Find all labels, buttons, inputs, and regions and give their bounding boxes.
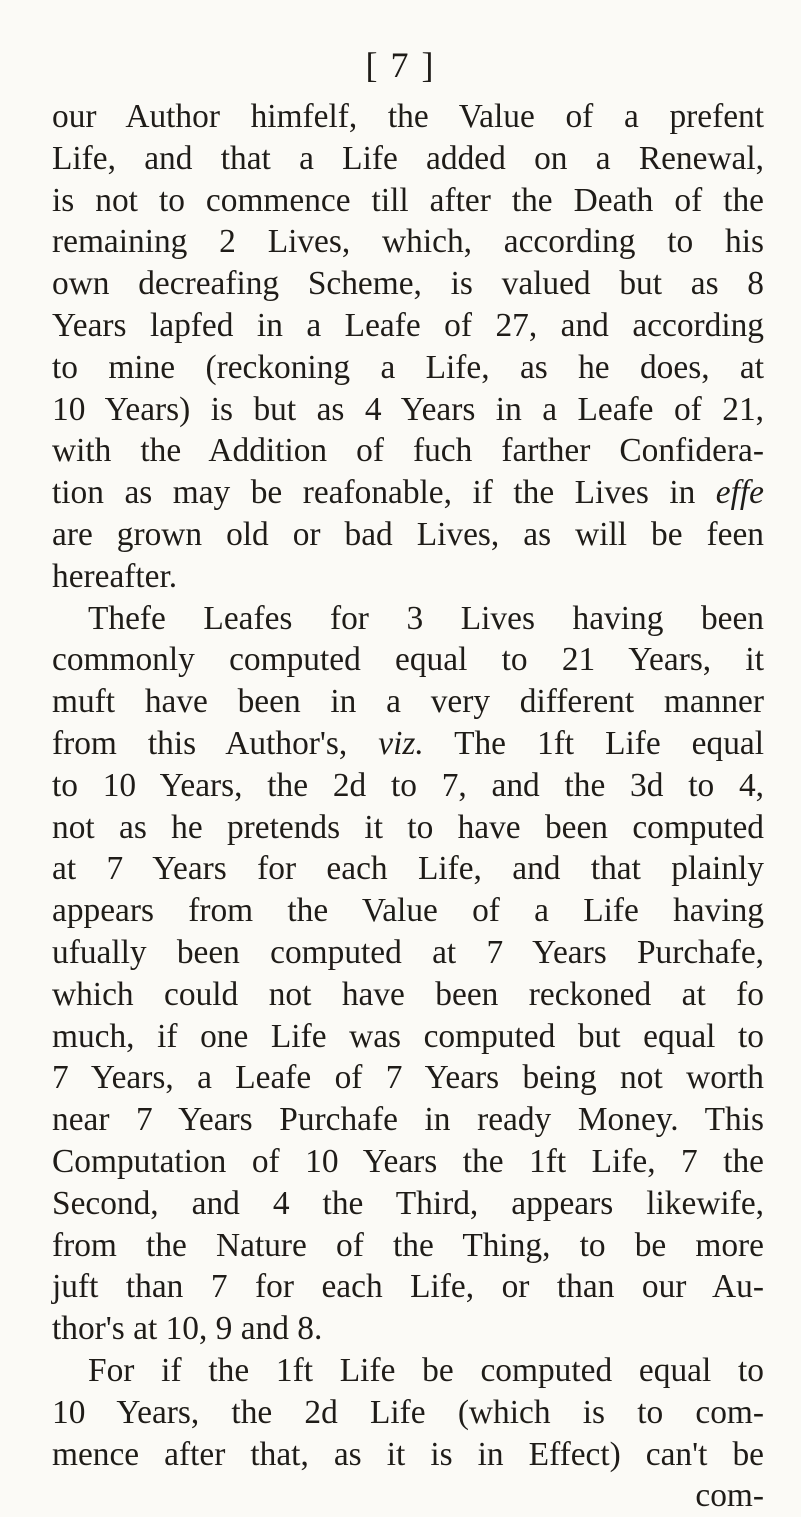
text-line: with the Addition of fuch farther Confidera- — [52, 432, 764, 470]
text-line: thor's at 10, 9 and 8. — [52, 1310, 323, 1348]
text-line: mence after that, as it is in Effect) can't be — [52, 1435, 764, 1473]
text-segment: from this Author's, — [52, 724, 379, 762]
text-line: remaining 2 Lives, which, according to his — [52, 223, 764, 261]
text-line: hereafter. — [52, 557, 178, 595]
text-line: are grown old or bad Lives, as will be feen — [52, 515, 764, 553]
text-line: 7 Years, a Leafe of 7 Years being not worth — [52, 1059, 764, 1097]
text-line: to 10 Years, the 2d to 7, and the 3d to 4, — [52, 766, 764, 804]
text-line-with-italic — [52, 723, 764, 765]
text-line: is not to commence till after the Death of the — [52, 181, 764, 219]
italic-word: viz. — [378, 724, 424, 762]
text-line: Years lapfed in a Leafe of 27, and according — [52, 306, 764, 344]
text-line: muft have been in a very different manner — [52, 683, 764, 721]
text-line: appears from the Value of a Life having — [52, 892, 764, 930]
text-line: Second, and 4 the Third, appears likewife, — [52, 1184, 764, 1222]
text-line: juft than 7 for each Life, or than our Au- — [52, 1268, 764, 1306]
italic-word: effe — [715, 474, 764, 512]
text-line: near 7 Years Purchafe in ready Money. This — [52, 1101, 764, 1139]
text-line: our Author himfelf, the Value of a prefent — [52, 98, 764, 135]
text-segment: tion as may be reafonable, if the Lives in — [52, 474, 716, 512]
text-line: from the Nature of the Thing, to be more — [52, 1226, 764, 1264]
text-line: much, if one Life was computed but equal to — [52, 1017, 764, 1055]
text-line: to mine (reckoning a Life, as he does, at — [52, 348, 764, 386]
paragraph-start-line: Thefe Leafes for 3 Lives having been — [88, 599, 764, 637]
text-line: which could not have been reckoned at fo — [52, 975, 764, 1013]
text-line: 10 Years) is but as 4 Years in a Leafe of 21, — [52, 390, 764, 428]
body-text — [52, 96, 764, 1517]
text-line: commonly computed equal to 21 Years, it — [52, 641, 764, 679]
text-line: Life, and that a Life added on a Renewal, — [52, 139, 764, 177]
catchword: com- — [695, 1477, 764, 1515]
paragraph-start-line: For if the 1ft Life be computed equal to — [88, 1351, 764, 1389]
text-line: not as he pretends it to have been computed — [52, 808, 764, 846]
page-number: [ 7 ] — [365, 45, 436, 85]
text-line: own decreafing Scheme, is valued but as 8 — [52, 265, 764, 303]
text-segment: The 1ft Life equal — [423, 724, 764, 762]
text-line: ufually been computed at 7 Years Purchafe, — [52, 933, 764, 971]
text-line: Computation of 10 Years the 1ft Life, 7 the — [52, 1142, 764, 1180]
text-line: at 7 Years for each Life, and that plainly — [52, 850, 764, 888]
text-line: 10 Years, the 2d Life (which is to com- — [52, 1393, 764, 1431]
text-line-with-italic — [52, 472, 764, 514]
